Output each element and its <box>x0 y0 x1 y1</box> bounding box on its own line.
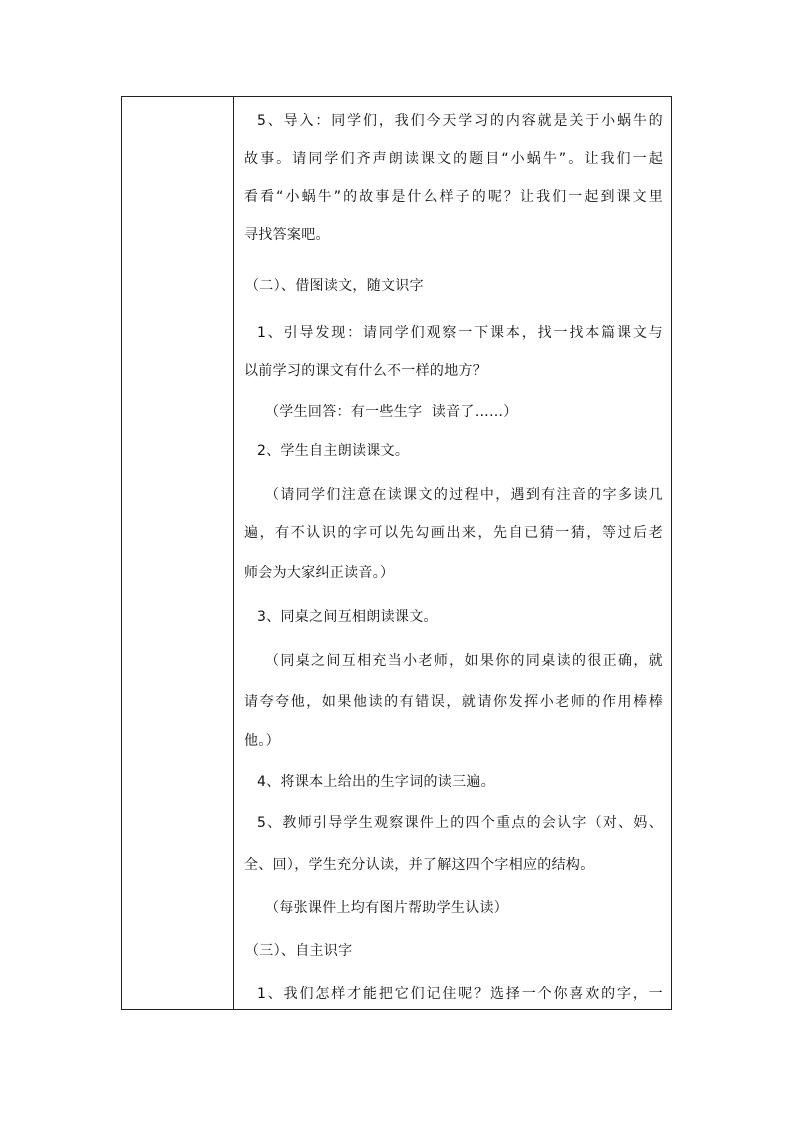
text-line: 看看“小蜗牛”的故事是什么样子的呢？让我们一起到课文里 <box>244 189 663 205</box>
text-line: 故事。请同学们齐声朗读课文的题目“小蜗牛”。让我们一起 <box>244 151 663 167</box>
text-line: （每张课件上均有图片帮助学生认读） <box>265 900 509 916</box>
text-line: 1、引导发现：请同学们观察一下课本，找一找本篇课文与 <box>257 325 663 341</box>
lesson-plan-table <box>121 96 672 1010</box>
text-line: 1、我们怎样才能把它们记住呢？选择一个你喜欢的字，一 <box>257 986 663 1002</box>
text-line: 以前学习的课文有什么不一样的地方？ <box>244 363 488 379</box>
section-heading: （三）、自主识字 <box>245 943 353 959</box>
text-line: 寻找答案吧。 <box>244 227 330 243</box>
text-line: （同桌之间互相充当小老师，如果你的同桌读的很正确，就 <box>265 653 663 669</box>
text-line: 请夸夸他，如果他读的有错误，就请你发挥小老师的作用棒棒 <box>244 694 663 710</box>
text-line: 5、导入：同学们，我们今天学习的内容就是关于小蜗牛的 <box>257 113 663 129</box>
text-line: 5、教师引导学生观察课件上的四个重点的会认字（对、妈、 <box>257 815 663 831</box>
text-line: 师会为大家纠正读音。） <box>244 565 395 581</box>
text-line: 4、将课本上给出的生字词的读三遍。 <box>257 774 496 790</box>
text-line: 遍，有不认识的字可以先勾画出来，先自已猜一猜，等过后老 <box>244 525 663 541</box>
text-line: 3、同桌之间互相朗读课文。 <box>257 609 438 625</box>
lesson-content-cell <box>235 97 671 1009</box>
text-line: 他。） <box>244 733 280 749</box>
text-line: （请同学们注意在读课文的过程中，遇到有注音的字多读几 <box>265 487 663 503</box>
text-line: 2、学生自主朗读课文。 <box>257 443 410 459</box>
column-divider <box>233 97 234 1009</box>
section-heading: （二）、借图读文，随文识字 <box>245 278 424 294</box>
text-line: （学生回答：有一些生字 读音了……） <box>265 404 518 420</box>
text-line: 全、回），学生充分认读，并了解这四个字相应的结构。 <box>244 857 595 873</box>
